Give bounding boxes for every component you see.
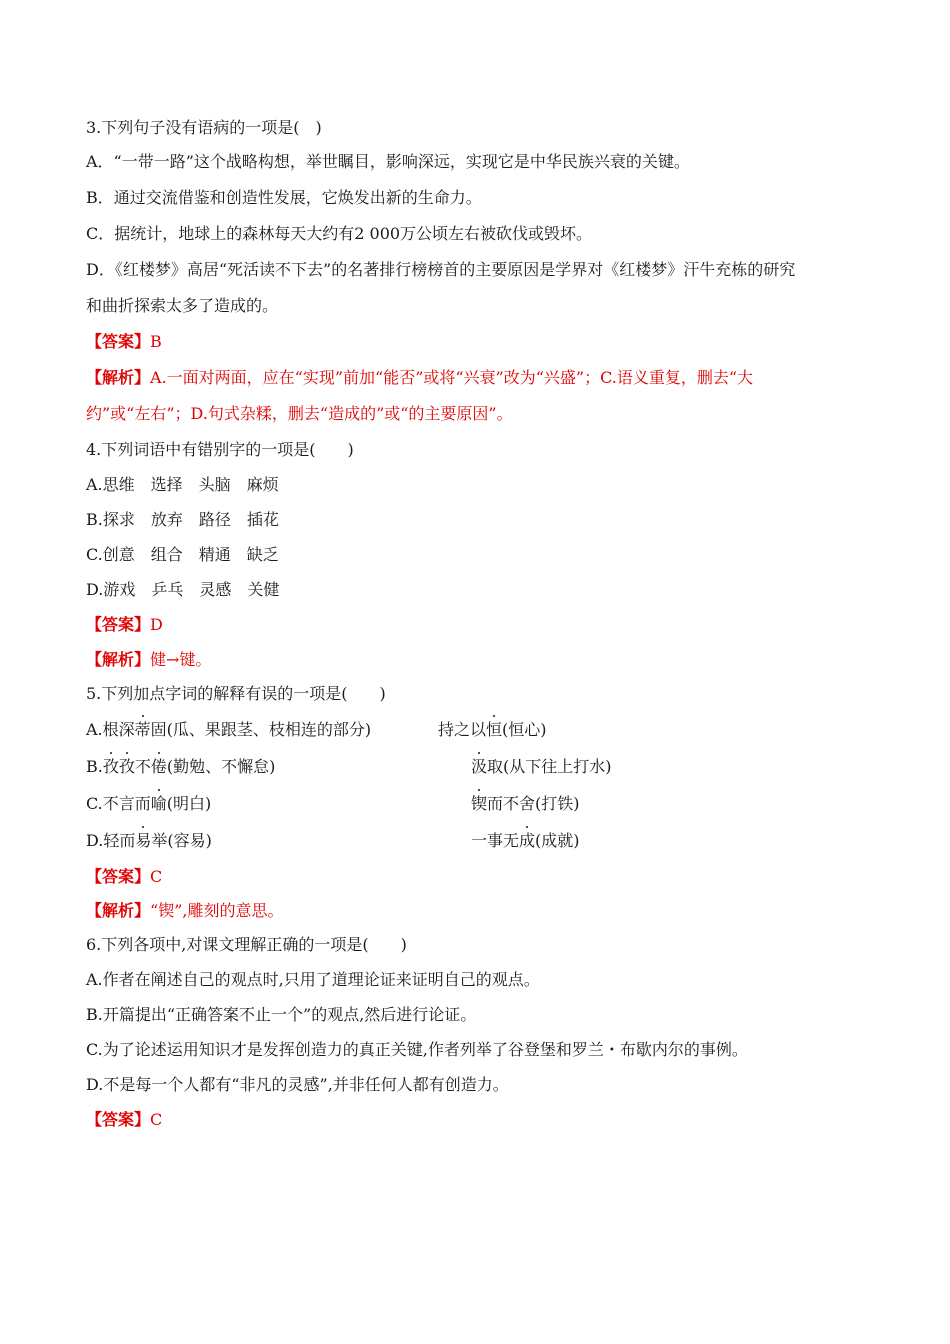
text: A.根深	[86, 720, 135, 739]
analysis-tag: 【解析】	[86, 368, 151, 387]
q6-option-c: C.为了论述运用知识才是发挥创造力的真正关键,作者列举了谷登堡和罗兰・布歇内尔的事例。	[86, 1040, 748, 1059]
q5-analysis	[86, 901, 283, 921]
text: D.轻而	[86, 831, 136, 850]
q3-option-d-line2: 和曲折探索太多了造成的。	[86, 296, 279, 315]
q5-option-a-left	[86, 720, 371, 740]
q5-option-c-right	[471, 794, 580, 814]
q3-answer	[86, 332, 162, 352]
q6-stem: 6.下列各项中,对课文理解正确的一项是( )	[86, 935, 407, 954]
q5-option-a-right	[438, 720, 547, 740]
analysis-text: “锲”,雕刻的意思。	[150, 901, 284, 920]
q6-answer	[86, 1110, 162, 1130]
text: 而不舍(打铁)	[487, 794, 580, 813]
q4-analysis	[86, 650, 211, 670]
q3-option-c: C．据统计，地球上的森林每天大约有2 000万公顷左右被砍伐或毁坏。	[86, 224, 593, 243]
text: 固(瓜、果跟茎、枝相连的部分)	[150, 720, 372, 739]
analysis-tag: 【解析】	[86, 650, 151, 669]
analysis-text: A.一面对两面，应在“实现”前加“能否”或将“兴衰”改为“兴盛”；C.语义重复，删去“大	[150, 368, 754, 387]
text: (勤勉、不懈怠)	[166, 757, 276, 776]
text: C.不言而	[86, 794, 151, 813]
q3-option-d-line1: D．《红楼梦》高居“死活读不下去”的名著排行榜榜首的主要原因是学界对《红楼梦》汗牛充栋的研究	[86, 260, 796, 279]
dotted-char: 恒	[486, 720, 503, 739]
text: 取(从下往上打水)	[487, 757, 612, 776]
answer-value: C	[150, 867, 163, 886]
q3-option-a: A．“一带一路”这个战略构想，举世瞩目，影响深远，实现它是中华民族兴衰的关键。	[86, 152, 690, 171]
q5-option-b-left	[86, 757, 275, 777]
q5-option-b-right	[471, 757, 612, 777]
q6-option-b: B.开篇提出“正确答案不止一个”的观点,然后进行论证。	[86, 1005, 477, 1024]
q5-answer	[86, 867, 162, 887]
text: 举(容易)	[151, 831, 212, 850]
dotted-char: 蒂	[134, 720, 151, 739]
dotted-char: 倦	[150, 757, 167, 776]
q4-stem: 4.下列词语中有错别字的一项是( )	[86, 440, 354, 459]
text: B.	[86, 757, 103, 776]
q5-option-d-right	[471, 831, 580, 851]
text: (成就)	[535, 831, 580, 850]
q3-option-b: B．通过交流借鉴和创造性发展，它焕发出新的生命力。	[86, 188, 482, 207]
analysis-text: 健→键。	[150, 650, 212, 669]
q4-option-c: C.创意 组合 精通 缺乏	[86, 545, 279, 564]
answer-value: C	[150, 1110, 163, 1129]
dotted-char: 孜	[102, 757, 119, 776]
dotted-char: 易	[135, 831, 152, 850]
dotted-char: 锲	[471, 794, 488, 813]
answer-tag: 【答案】	[86, 615, 151, 634]
answer-value: D	[150, 615, 163, 634]
text: 持之以	[438, 720, 487, 739]
answer-tag: 【答案】	[86, 867, 151, 886]
text: 一事无	[471, 831, 520, 850]
dotted-char: 喻	[150, 794, 167, 813]
text: 不	[134, 757, 151, 776]
text: (恒心)	[502, 720, 547, 739]
q3-stem: 3.下列句子没有语病的一项是( )	[86, 118, 322, 137]
q5-option-c-left	[86, 794, 211, 814]
q5-option-d-left	[86, 831, 212, 851]
q5-stem: 5.下列加点字词的解释有误的一项是( )	[86, 684, 386, 703]
dotted-char: 孜	[118, 757, 135, 776]
answer-tag: 【答案】	[86, 1110, 151, 1129]
q3-analysis-line2: 约”或“左右”；D.句式杂糅，删去“造成的”或“的主要原因”。	[86, 404, 513, 423]
q3-analysis-line1	[86, 368, 753, 388]
q4-answer	[86, 615, 163, 635]
q6-option-d: D.不是每一个人都有“非凡的灵感”,并非任何人都有创造力。	[86, 1075, 509, 1094]
q4-option-b: B.探求 放弃 路径 插花	[86, 510, 279, 529]
dotted-char: 汲	[471, 757, 488, 776]
text: (明白)	[166, 794, 212, 813]
answer-value: B	[150, 332, 162, 351]
q4-option-a: A.思维 选择 头脑 麻烦	[86, 475, 279, 494]
dotted-char: 成	[519, 831, 536, 850]
answer-tag: 【答案】	[86, 332, 151, 351]
analysis-tag: 【解析】	[86, 901, 151, 920]
q4-option-d: D.游戏 乒乓 灵感 关健	[86, 580, 280, 599]
q6-option-a: A.作者在阐述自己的观点时,只用了道理论证来证明自己的观点。	[86, 970, 540, 989]
